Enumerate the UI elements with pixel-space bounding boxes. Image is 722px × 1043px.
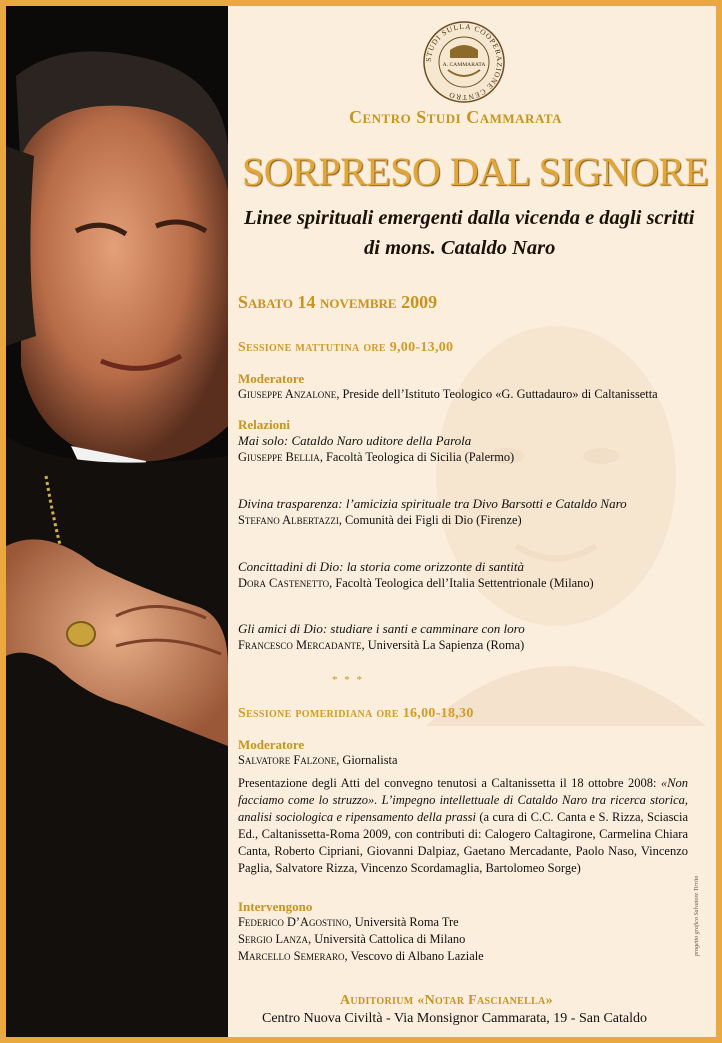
venue-name: Auditorium «Notar Fascianella» xyxy=(340,993,553,1008)
presentation-book-title: «Non facciamo come lo struzzo». L’impegno intellettuale di Cataldo Naro tra ricerca storica, analisi sociologica e ripensamento della prassi xyxy=(238,776,688,824)
logo-ring-text: STUDI SULLA COOPERAZIONE CENTRO xyxy=(423,21,505,103)
speaker-affiliation: , Comunità dei Figli di Dio (Firenze) xyxy=(338,513,522,527)
venue-address: Centro Nuova Civiltà - Via Monsignor Cammarata, 19 - San Cataldo xyxy=(262,1011,647,1026)
afternoon-session-header: Sessione pomeridiana ore 16,00-18,30 xyxy=(238,706,474,721)
speaker-affiliation: , Università La Sapienza (Roma) xyxy=(361,638,525,652)
logo-seal xyxy=(422,20,506,104)
design-credit: progetto grafico Salvatore Tirrito xyxy=(694,875,700,956)
moderator-role: , Giornalista xyxy=(336,753,398,767)
participant-affiliation: , Vescovo di Albano Laziale xyxy=(344,949,484,963)
participant xyxy=(238,915,459,930)
participant xyxy=(238,949,484,964)
logo-center-text: A. CAMMARATA xyxy=(442,62,486,68)
moderator-role: , Preside dell’Istituto Teologico «G. Guttadauro» di Caltanissetta xyxy=(336,387,658,401)
intervengono-label: Intervengono xyxy=(238,899,313,914)
organizer-name: Centro Studi Cammarata xyxy=(349,107,562,127)
event-date: Sabato 14 novembre 2009 xyxy=(238,292,438,312)
talk-title: Gli amici di Dio: studiare i santi e camminare con loro xyxy=(238,621,525,636)
participant-name: Federico D’Agostino xyxy=(238,915,349,929)
talk-title: Divina trasparenza: l’amicizia spirituale tra Divo Barsotti e Cataldo Naro xyxy=(238,496,627,511)
afternoon-moderator-label: Moderatore xyxy=(238,737,305,752)
talk-speaker xyxy=(238,638,524,653)
afternoon-moderator xyxy=(238,753,397,768)
participant xyxy=(238,932,465,947)
subtitle-line-2: di mons. Cataldo Naro xyxy=(364,237,556,259)
speaker-name: Giuseppe Bellia xyxy=(238,450,320,464)
participant-name: Sergio Lanza xyxy=(238,932,309,946)
moderator-name: Giuseppe Anzalone xyxy=(238,387,337,401)
speaker-name: Dora Castenetto xyxy=(238,576,330,590)
talk-title: Mai solo: Cataldo Naro uditore della Parola xyxy=(238,433,472,448)
moderator-name: Salvatore Falzone xyxy=(238,753,337,767)
presentation-details: (a cura di C.C. Canta e S. Rizza, Sciascia Ed., Caltanissetta-Roma 2009, con contributi di: Calogero Caltagirone, Carmelina Chiara Canta, Roberto Cipriani, Giovanni Dalpiaz, Gaetano Mercadante, Paolo Naso, Vincenzo Paglia, Salvatore Rizza, Vincenzo Scordamaglia, Bartolomeo Sorge) xyxy=(238,810,688,875)
morning-session-header: Sessione mattutina ore 9,00-13,00 xyxy=(238,340,454,355)
page-title: SORPRESO DAL SIGNORE xyxy=(242,149,709,194)
poster xyxy=(6,6,716,1037)
relazioni-label: Relazioni xyxy=(238,417,290,432)
speaker-affiliation: , Facoltà Teologica dell’Italia Settentrionale (Milano) xyxy=(329,576,594,590)
speaker-name: Francesco Mercadante xyxy=(238,638,362,652)
participant-affiliation: , Università Roma Tre xyxy=(348,915,459,929)
morning-moderator xyxy=(238,387,658,402)
subtitle-line-1: Linee spirituali emergenti dalla vicenda e dagli scritti xyxy=(244,207,695,229)
talk-speaker xyxy=(238,450,514,465)
morning-moderator-label: Moderatore xyxy=(238,371,305,386)
speaker-name: Stefano Albertazzi xyxy=(238,513,339,527)
talk-speaker xyxy=(238,576,594,591)
presentation-paragraph xyxy=(238,775,688,877)
talk-speaker xyxy=(238,513,522,528)
separator: * * * xyxy=(332,674,364,686)
participant-affiliation: , Università Cattolica di Milano xyxy=(308,932,466,946)
participant-name: Marcello Semeraro xyxy=(238,949,345,963)
speaker-affiliation: , Facoltà Teologica di Sicilia (Palermo) xyxy=(319,450,515,464)
presentation-intro: Presentazione degli Atti del convegno tenutosi a Caltanissetta il 18 ottobre 2008: xyxy=(238,776,661,790)
talk-title: Concittadini di Dio: la storia come orizzonte di santità xyxy=(238,559,524,574)
